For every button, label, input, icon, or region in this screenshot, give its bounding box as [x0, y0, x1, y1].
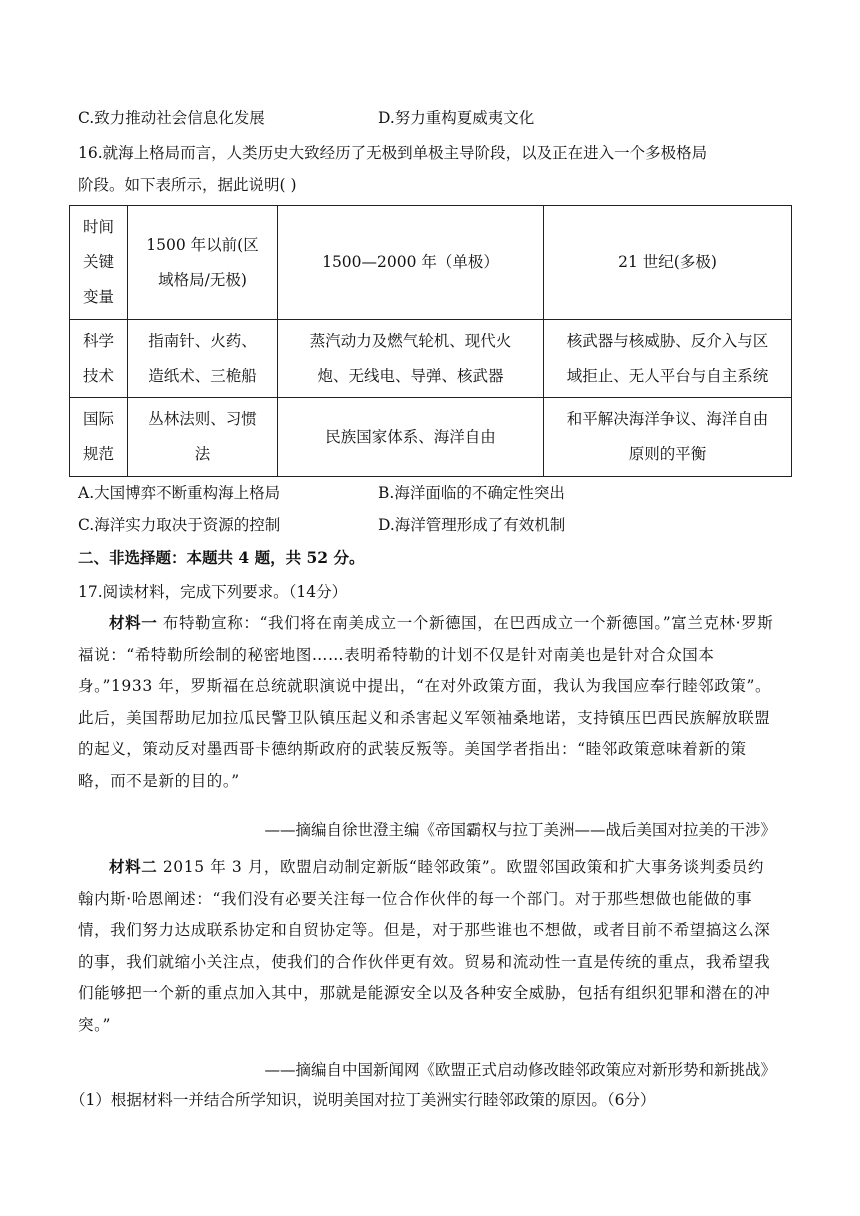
- norm-cell-unipolar: 民族国家体系、海洋自由: [278, 398, 544, 477]
- q15-option-d: D.努力重构夏威夷文化: [378, 109, 535, 127]
- table-row-tech: [70, 320, 792, 398]
- tech-cell-pre1500: 指南针、火药、 造纸术、三桅船: [128, 320, 278, 398]
- tech-cell-unipolar: 蒸汽动力及燃气轮机、现代火 炮、无线电、导弹、核武器: [278, 320, 544, 398]
- material-1-label: 材料一: [109, 613, 158, 632]
- q17-subquestion-1: （1）根据材料一并结合所学知识，说明美国对拉丁美洲实行睦邻政策的原因。（6分）: [70, 1091, 656, 1109]
- q16-stem-line1: 16.就海上格局而言，人类历史大致经历了无极到单极主导阶段，以及正在进入一个多极格局: [78, 144, 708, 162]
- q16-option-d: D.海洋管理形成了有效机制: [378, 516, 566, 534]
- header-cell-unipolar: 1500—2000 年（单极）: [278, 206, 544, 320]
- section-heading: 二、非选择题：本题共 4 题，共 52 分。: [78, 548, 365, 567]
- row-label-tech: 科学 技术: [70, 320, 128, 398]
- q16-table: [69, 205, 792, 477]
- header-cell-multipolar: 21 世纪(多极): [544, 206, 792, 320]
- q15-option-c: C.致力推动社会信息化发展: [78, 109, 265, 127]
- q16-option-b: B.海洋面临的不确定性突出: [378, 484, 565, 502]
- table-header-row: [70, 206, 792, 320]
- material-2-label: 材料二: [109, 857, 158, 876]
- material-2-text: 2015 年 3 月，欧盟启动制定新版“睦邻政策”。欧盟邻国政策和扩大事务谈判委员约翰内斯·哈恩阐述：“我们没有必要关注每一位合作伙伴的每一个部门。对于那些想做也能做的事情，我们努力达成联系协定和自贸协定等。但是，对于那些谁也不想做，或者目前不希望搞这么深的事，我们就缩小关注点，使我们的合作伙伴更有效。贸易和流动性一直是传统的重点，我希望我们能够把一个新的重点加入其中，那就是能源安全以及各种安全威胁，包括有组织犯罪和潜在的冲突。”: [78, 858, 771, 1034]
- material-1-text: 布特勒宣称：“我们将在南美成立一个新德国，在巴西成立一个新德国。”富兰克林·罗斯福说：“希特勒所绘制的秘密地图……表明希特勒的计划不仅是针对南美也是针对合众国本身。”1933 年，罗斯福在总统就职演说中提出，“在对外政策方面，我认为我国应奉行睦邻政策”。此后，美国帮助尼加拉瓜民警卫队镇压起义和杀害起义军领袖桑地诺，支持镇压巴西民族解放联盟的起义，策动反对墨西哥卡德纳斯政府的武装反叛等。美国学者指出：“睦邻政策意味着新的策略，而不是新的目的。”: [78, 614, 774, 790]
- header-cell-variable: 时间 关键 变量: [70, 206, 128, 320]
- material-2-source: ——摘编自中国新闻网《欧盟正式启动修改睦邻政策应对新形势和新挑战》: [264, 1061, 776, 1079]
- norm-cell-multipolar: 和平解决海洋争议、海洋自由 原则的平衡: [544, 398, 792, 477]
- header-cell-pre1500: 1500 年以前(区 域格局/无极): [128, 206, 278, 320]
- norm-cell-pre1500: 丛林法则、习惯 法: [128, 398, 278, 477]
- table-row-norm: [70, 398, 792, 477]
- q16-option-c: C.海洋实力取决于资源的控制: [78, 516, 281, 534]
- q17-material-2: [78, 851, 778, 1041]
- tech-cell-multipolar: 核武器与核威胁、反介入与区 域拒止、无人平台与自主系统: [544, 320, 792, 398]
- row-label-norm: 国际 规范: [70, 398, 128, 477]
- material-1-source: ——摘编自徐世澄主编《帝国霸权与拉丁美洲——战后美国对拉美的干涉》: [264, 821, 776, 839]
- q16-option-a: A.大国博弈不断重构海上格局: [78, 484, 281, 502]
- q17-material-1: [78, 607, 778, 797]
- q17-stem: 17.阅读材料，完成下列要求。（14分）: [78, 583, 348, 601]
- q16-stem-line2: 阶段。如下表所示，据此说明( ): [78, 176, 297, 194]
